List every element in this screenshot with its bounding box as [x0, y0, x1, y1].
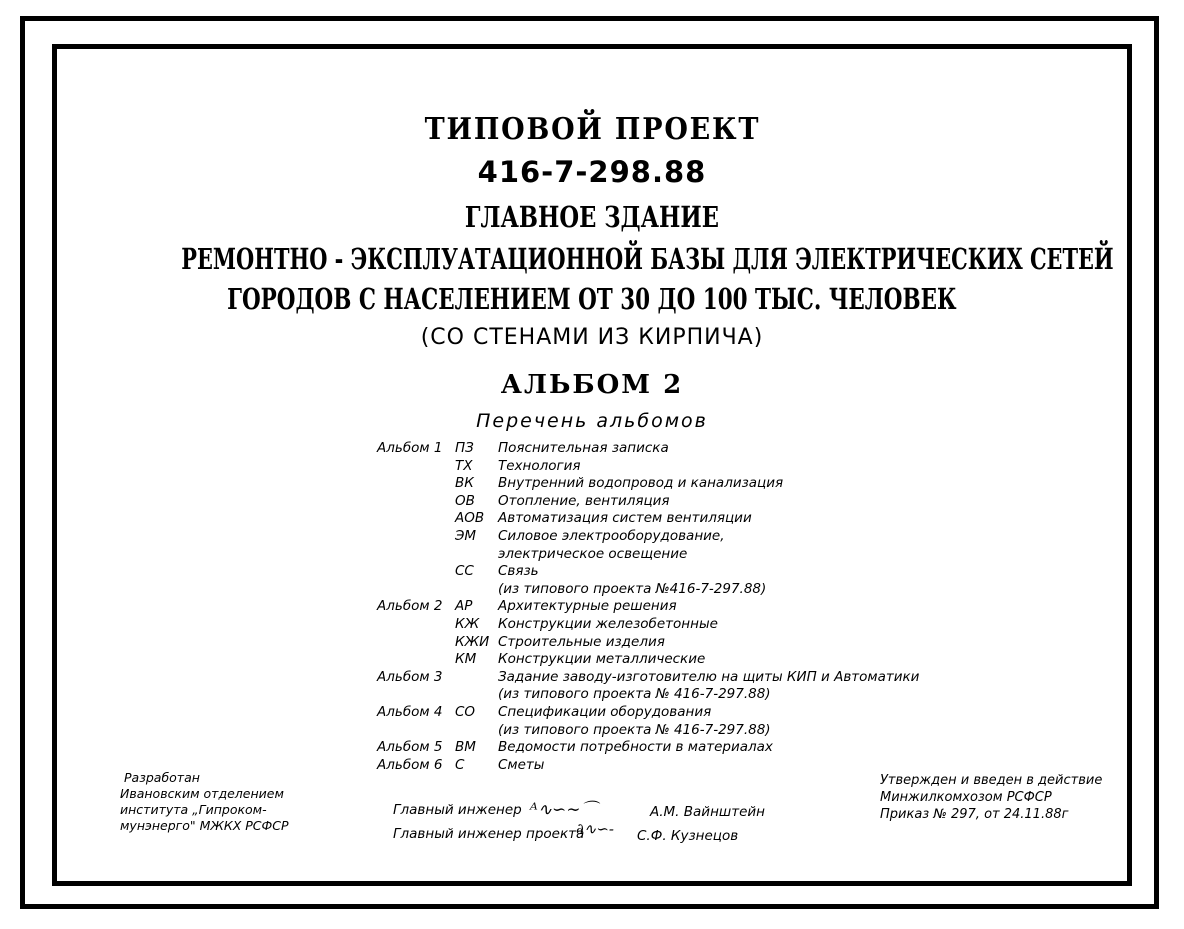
album-list-row	[0, 598, 1184, 616]
album-section-code: ВМ	[455, 739, 476, 756]
album-list-row	[0, 475, 1184, 493]
album-section-description: Внутренний водопровод и канализация	[498, 475, 784, 492]
album-list-heading: Перечень альбомов	[476, 410, 708, 432]
title-line-1: ТИПОВОЙ ПРОЕКТ	[424, 112, 760, 147]
title-line-5: ГОРОДОВ С НАСЕЛЕНИЕМ ОТ 30 ДО 100 ТЫС. ЧЕЛОВЕК	[227, 282, 957, 316]
album-section-code: СО	[455, 704, 476, 720]
album-list-row	[0, 634, 1184, 652]
album-section-description: Ведомости потребности в материалах	[498, 739, 773, 756]
album-section-description: Архитектурные решения	[498, 598, 677, 615]
album-label: Альбом 1	[377, 440, 443, 456]
subtitle: (СО СТЕНАМИ ИЗ КИРПИЧА)	[420, 325, 764, 350]
approval-line-1: Утвержден и введен в действие	[880, 773, 1103, 788]
album-section-code: КМ	[455, 651, 477, 668]
album-title: АЛЬБОМ 2	[500, 370, 684, 400]
album-section-description: Технология	[498, 457, 581, 474]
album-list-row	[0, 651, 1184, 669]
approval-line-2: Минжилкомхозом РСФСР	[880, 790, 1052, 805]
chief-engineer-label: Главный инженер	[393, 802, 522, 818]
album-list-row	[0, 739, 1184, 757]
album-section-code: ТХ	[455, 457, 473, 474]
developer-line-4: мунэнерго" МЖКХ РСФСР	[120, 818, 289, 833]
developer-line-3: института „Гипроком-	[120, 802, 267, 817]
album-section-description: (из типового проекта №416-7-297.88)	[498, 580, 767, 597]
album-list-row	[0, 510, 1184, 528]
title-line-3: ГЛАВНОЕ ЗДАНИЕ	[464, 200, 720, 234]
album-list-row	[0, 722, 1184, 740]
album-list-row	[0, 458, 1184, 476]
album-section-description: (из типового проекта № 416-7-297.88)	[498, 686, 771, 703]
album-section-code: ПЗ	[455, 440, 474, 456]
album-list-row	[0, 546, 1184, 564]
approval-line-3: Приказ № 297, от 24.11.88г	[880, 807, 1069, 822]
album-label: Альбом 6	[377, 756, 443, 773]
album-section-code: КЖИ	[455, 633, 490, 650]
project-engineer-signature: ∂∿∽-	[576, 820, 614, 838]
album-section-description: Связь	[498, 563, 539, 580]
album-label: Альбом 4	[377, 704, 443, 720]
developer-line-1: Разработан	[124, 770, 200, 785]
album-list-row	[0, 493, 1184, 511]
album-section-code: ВК	[455, 475, 474, 492]
album-list-row	[0, 581, 1184, 599]
album-section-description: (из типового проекта № 416-7-297.88)	[498, 721, 771, 738]
album-section-description: Спецификации оборудования	[498, 704, 712, 720]
album-section-description: Силовое электрооборудование,	[498, 528, 725, 544]
album-label: Альбом 5	[377, 739, 443, 756]
chief-engineer-signature: ᴬ∿∽∼⌒	[530, 800, 598, 820]
album-section-description: Пояснительная записка	[498, 440, 669, 456]
album-section-code: АР	[455, 598, 473, 615]
album-section-description: Задание заводу-изготовителю на щиты КИП и Автоматики	[498, 668, 920, 685]
album-section-code: СС	[455, 563, 474, 580]
project-engineer-name: С.Ф. Кузнецов	[637, 828, 739, 844]
album-list-row	[0, 704, 1184, 722]
album-label: Альбом 3	[377, 668, 443, 685]
album-section-description: Строительные изделия	[498, 633, 665, 650]
album-section-description: Конструкции железобетонные	[498, 616, 718, 632]
album-section-code: С	[455, 756, 465, 773]
album-list-row	[0, 563, 1184, 581]
album-list-row	[0, 528, 1184, 546]
chief-engineer-name: А.М. Вайнштейн	[650, 804, 766, 820]
album-section-code: КЖ	[455, 616, 480, 632]
album-section-code: ЭМ	[455, 528, 477, 544]
album-section-description: электрическое освещение	[498, 545, 688, 562]
approval-block	[880, 772, 1102, 823]
album-list-row	[0, 616, 1184, 634]
album-section-description: Конструкции металлические	[498, 651, 706, 668]
developer-block	[120, 770, 289, 834]
title-line-4: РЕМОНТНО - ЭКСПЛУАТАЦИОННОЙ БАЗЫ ДЛЯ ЭЛЕКТРИЧЕСКИХ СЕТЕЙ	[181, 242, 1114, 276]
album-section-description: Отопление, вентиляция	[498, 492, 670, 509]
developer-line-2: Ивановским отделением	[120, 786, 284, 801]
album-section-code: ОВ	[455, 492, 475, 509]
album-list-row	[0, 686, 1184, 704]
project-number: 416-7-298.88	[477, 155, 707, 189]
album-section-code: АОВ	[455, 510, 485, 527]
album-section-description: Автоматизация систем вентиляции	[498, 510, 752, 527]
album-list-row	[0, 440, 1184, 458]
album-list-row	[0, 669, 1184, 687]
album-section-description: Сметы	[498, 756, 545, 773]
album-label: Альбом 2	[377, 598, 443, 615]
project-engineer-label: Главный инженер проекта	[393, 826, 585, 842]
